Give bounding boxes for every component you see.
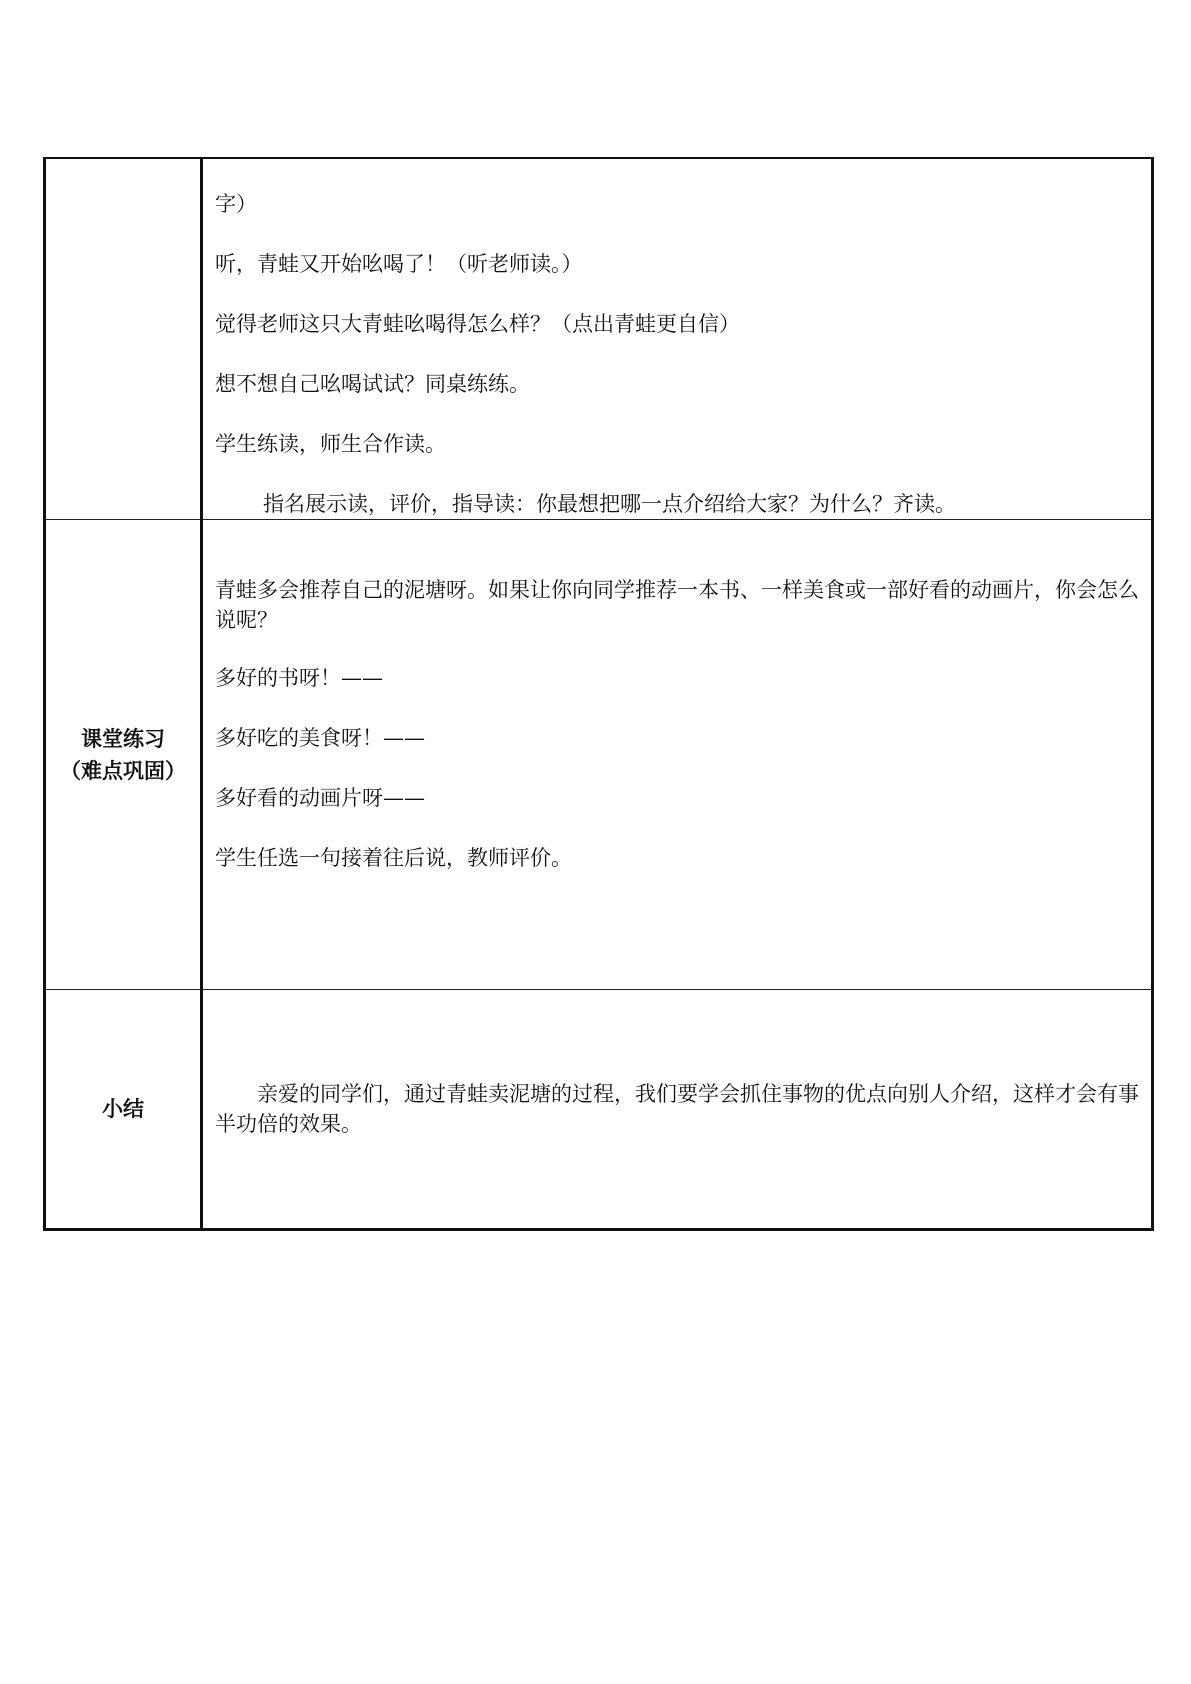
content-paragraph: 指名展示读，评价，指导读：你最想把哪一点介绍给大家？为什么？齐读。 xyxy=(263,492,956,516)
content-paragraph: 亲爱的同学们，通过青蛙卖泥塘的过程，我们要学会抓住事物的优点向别人介绍，这样才会有事半功倍的效果。 xyxy=(215,1082,1139,1136)
content-paragraph: 青蛙多会推荐自己的泥塘呀。如果让你向同学推荐一本书、一样美食或一部好看的动画片，你会怎么说呢？ xyxy=(215,578,1139,632)
content-paragraph: 听，青蛙又开始吆喝了！（听老师读。） xyxy=(215,252,583,276)
content-paragraph: 多好的书呀！—— xyxy=(215,666,383,690)
summary-content xyxy=(202,990,1153,1230)
content-paragraph: 多好看的动画片呀—— xyxy=(215,786,425,810)
practice-content xyxy=(202,520,1153,990)
table-row-reading xyxy=(45,158,1153,520)
content-paragraph: 觉得老师这只大青蛙吆喝得怎么样？（点出青蛙更自信） xyxy=(215,312,740,336)
content-paragraph: 学生练读，师生合作读。 xyxy=(215,432,446,456)
table-row-practice xyxy=(45,520,1153,990)
row-label-empty xyxy=(45,158,202,520)
table-row-summary xyxy=(45,990,1153,1230)
content-paragraph: 字） xyxy=(215,192,257,216)
label-line: （难点巩固） xyxy=(60,758,186,783)
content-paragraph: 多好吃的美食呀！—— xyxy=(215,726,425,750)
label-line: 课堂练习 xyxy=(81,726,165,751)
row-label-summary: 小结 xyxy=(45,990,202,1230)
content-paragraph: 学生任选一句接着往后说，教师评价。 xyxy=(215,846,572,870)
content-paragraph: 想不想自己吆喝试试？同桌练练。 xyxy=(215,372,530,396)
row-label-practice xyxy=(45,520,202,990)
lesson-plan-table xyxy=(43,157,1154,1231)
reading-content xyxy=(202,158,1153,520)
